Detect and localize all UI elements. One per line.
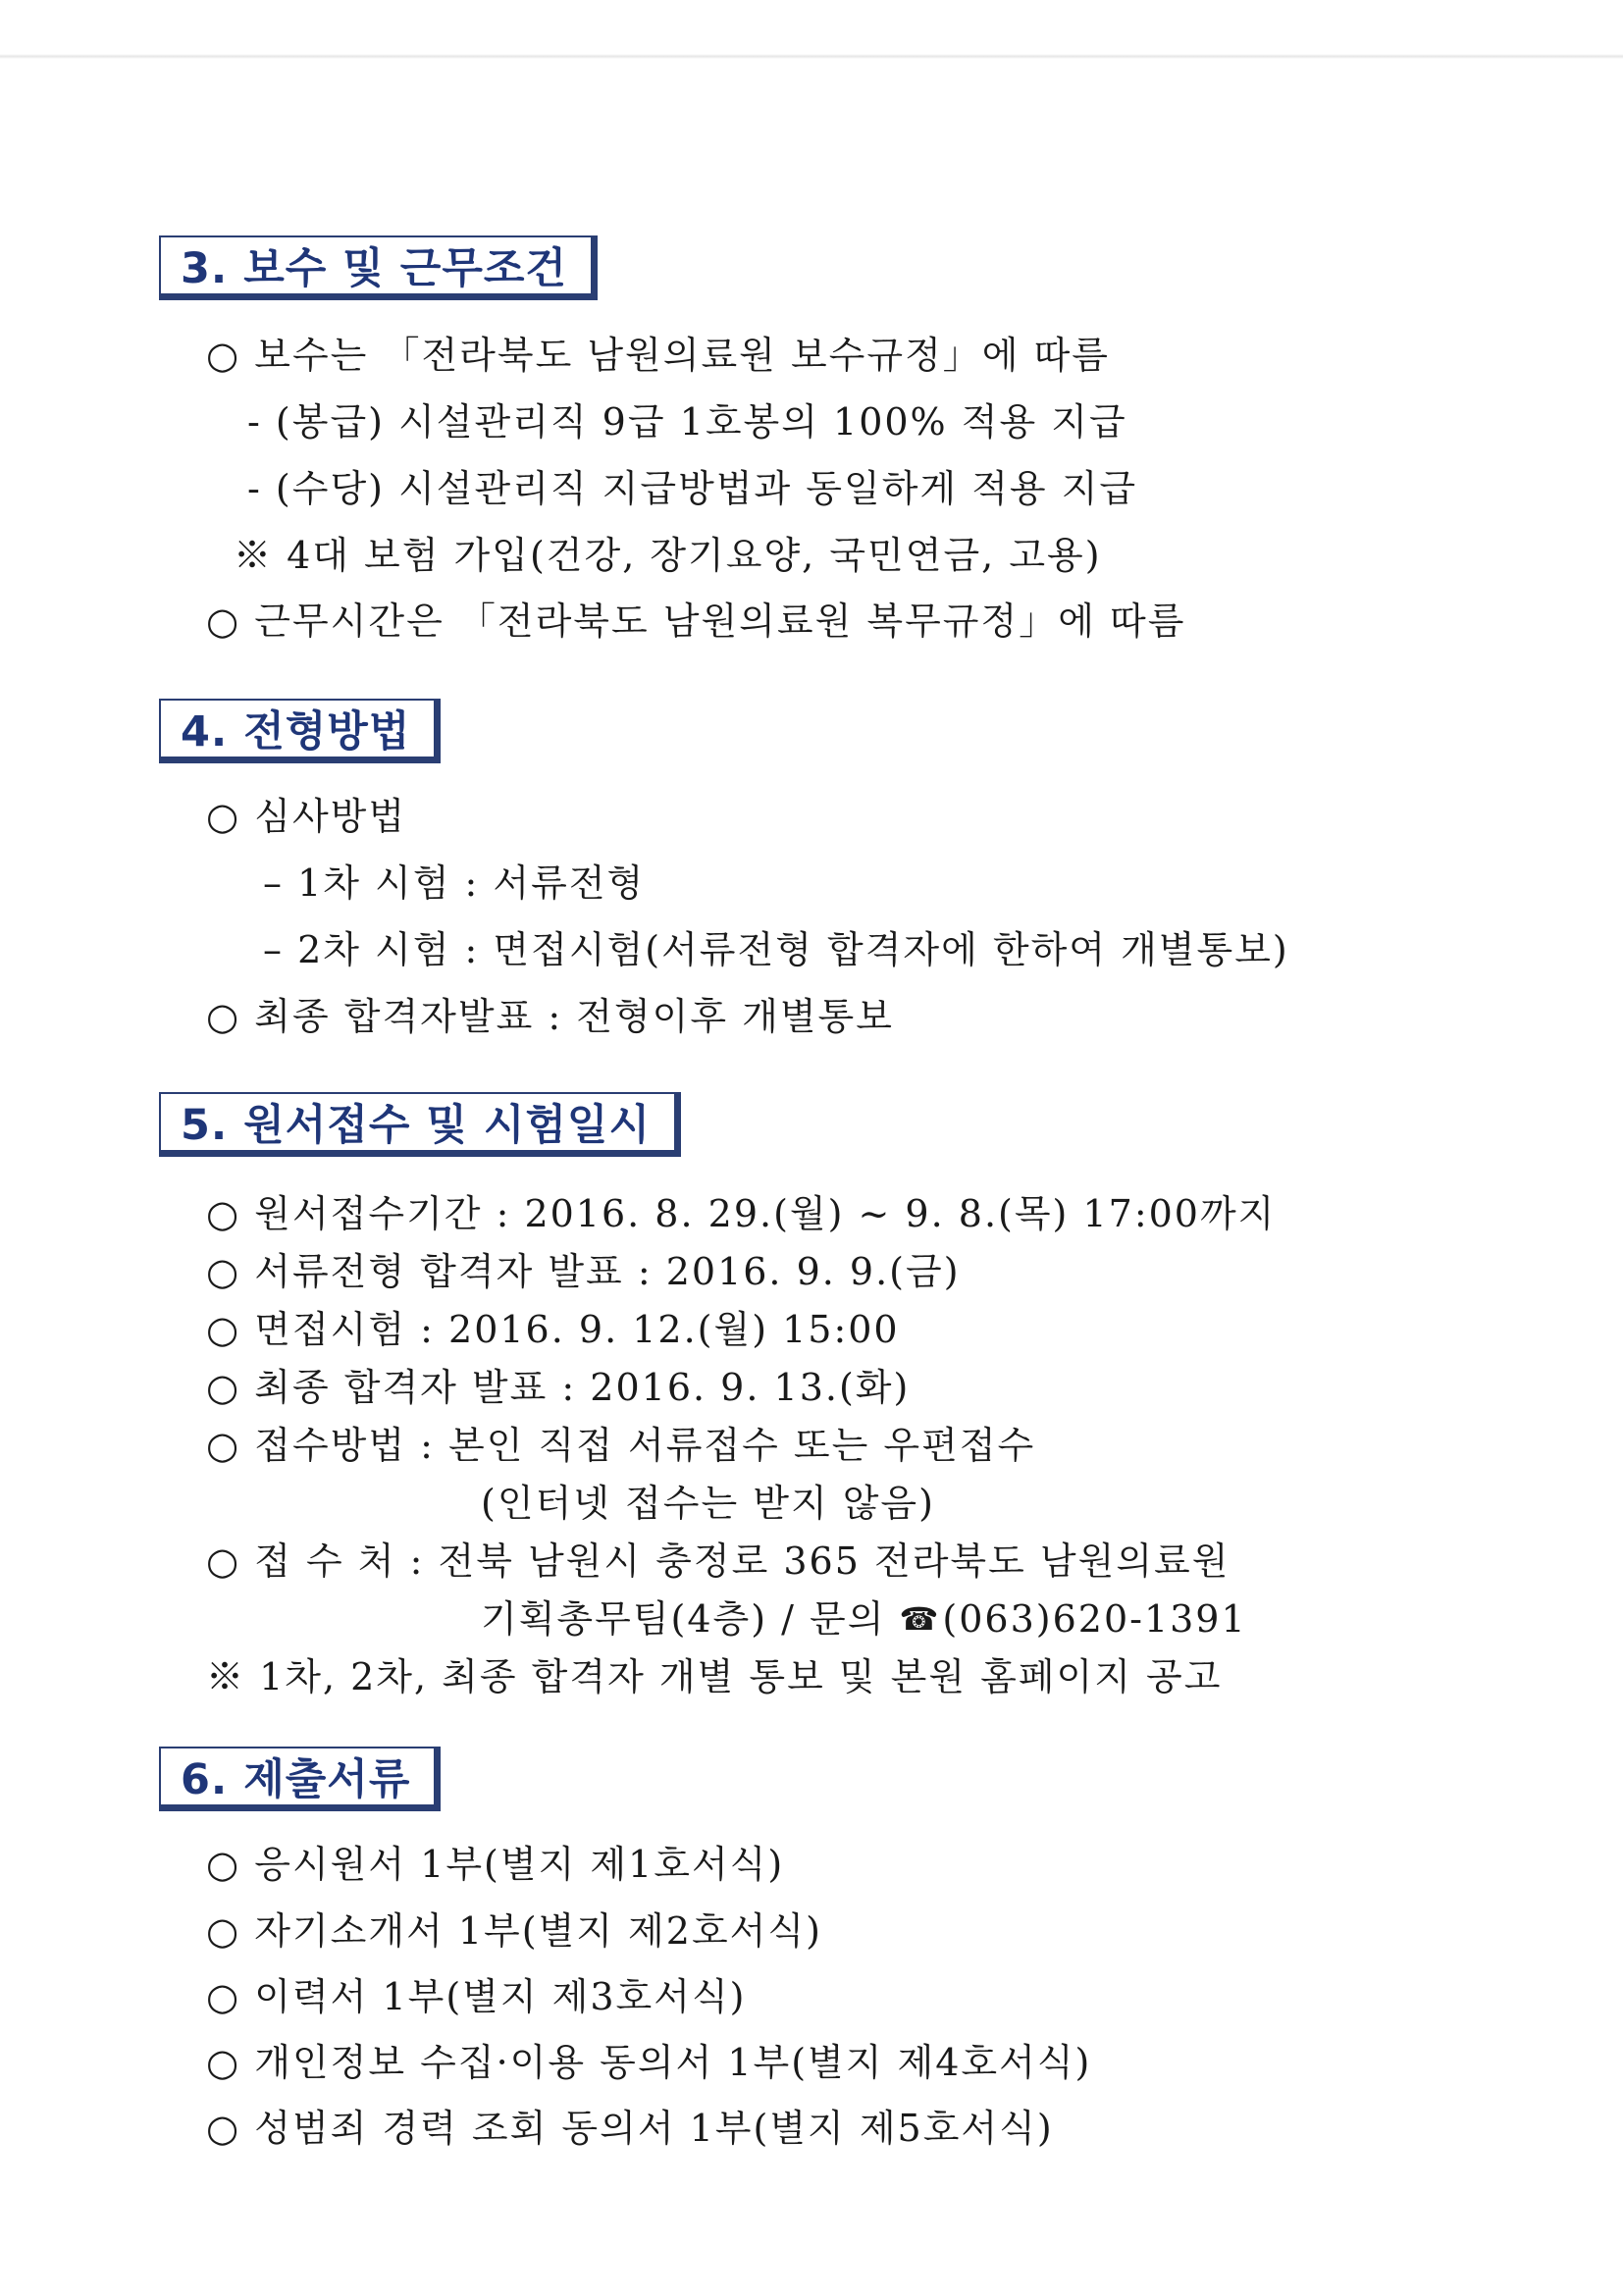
section-3-heading: 3. 보수 및 근무조건 [159, 235, 598, 300]
s5-line-5: ○ 접수방법 : 본인 직접 서류접수 또는 우편접수 [206, 1424, 1036, 1467]
s5-phone-number: (063)620-1391 [942, 1597, 1247, 1641]
s4-line-2: – 1차 시험 : 서류전형 [263, 861, 646, 905]
s4-line-3: – 2차 시험 : 면접시험(서류전형 합격자에 한하여 개별통보) [263, 928, 1289, 971]
s5-line-9: ※ 1차, 2차, 최종 합격자 개별 통보 및 본원 홈페이지 공고 [206, 1655, 1223, 1698]
section-4-heading: 4. 전형방법 [159, 699, 441, 763]
s3-line-3: - (수당) 시설관리직 지급방법과 동일하게 적용 지급 [247, 467, 1138, 510]
s5-line-3: ○ 면접시험 : 2016. 9. 12.(월) 15:00 [206, 1308, 900, 1351]
s5-line-7: ○ 접 수 처 : 전북 남원시 충정로 365 전라북도 남원의료원 [206, 1539, 1230, 1583]
s5-line-8-text: 기획총무팀(4층) / 문의 [481, 1597, 900, 1641]
s6-line-3: ○ 이력서 1부(별지 제3호서식) [206, 1975, 747, 2018]
s5-line-6: (인터넷 접수는 받지 않음) [481, 1482, 935, 1525]
s6-line-1: ○ 응시원서 1부(별지 제1호서식) [206, 1843, 785, 1886]
s6-line-5: ○ 성범죄 경력 조회 동의서 1부(별지 제5호서식) [206, 2107, 1054, 2150]
s3-line-1: ○ 보수는 「전라북도 남원의료원 보수규정」에 따름 [206, 334, 1111, 377]
s5-line-8 [481, 1597, 1247, 1641]
s3-line-2: - (봉급) 시설관리직 9급 1호봉의 100% 적용 지급 [247, 400, 1127, 444]
s4-line-1: ○ 심사방법 [206, 795, 407, 838]
telephone-icon: ☎ [899, 1600, 941, 1638]
section-5-heading: 5. 원서접수 및 시험일시 [159, 1092, 681, 1157]
s6-line-4: ○ 개인정보 수집·이용 동의서 1부(별지 제4호서식) [206, 2041, 1092, 2084]
section-6-heading: 6. 제출서류 [159, 1747, 441, 1811]
scan-artifact [0, 54, 1623, 59]
s5-line-4: ○ 최종 합격자 발표 : 2016. 9. 13.(화) [206, 1366, 911, 1409]
s5-line-1: ○ 원서접수기간 : 2016. 8. 29.(월) ~ 9. 8.(목) 17:00까지 [206, 1192, 1277, 1235]
s6-line-2: ○ 자기소개서 1부(별지 제2호서식) [206, 1909, 822, 1953]
s4-line-4: ○ 최종 합격자발표 : 전형이후 개별통보 [206, 995, 894, 1038]
s5-line-2: ○ 서류전형 합격자 발표 : 2016. 9. 9.(금) [206, 1250, 961, 1293]
s3-line-4: ※ 4대 보험 가입(건강, 장기요양, 국민연금, 고용) [234, 534, 1102, 577]
s3-line-5: ○ 근무시간은 「전라북도 남원의료원 복무규정」에 따름 [206, 600, 1186, 643]
